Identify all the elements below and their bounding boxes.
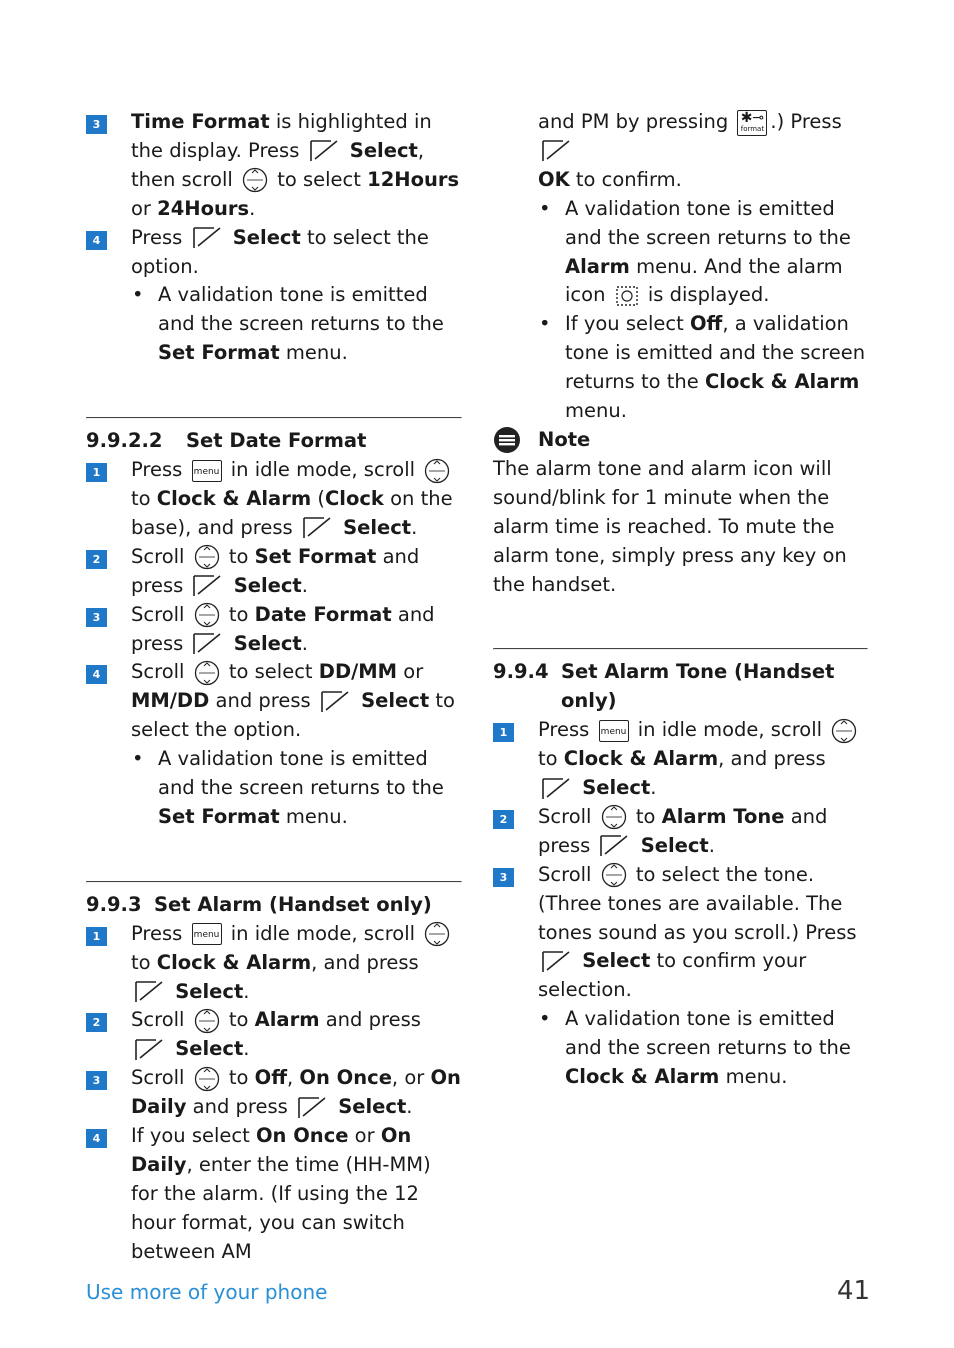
bold-text: Select: [349, 138, 418, 162]
step-4-select: [86, 224, 462, 282]
bold-text: Off: [689, 312, 723, 336]
bold-text: On Daily: [131, 1066, 461, 1119]
bullet-dot: •: [539, 312, 551, 336]
text: .: [301, 631, 308, 655]
text: to: [629, 804, 662, 828]
scroll-key-icon: [424, 458, 450, 484]
bold-text: Select: [233, 573, 302, 597]
text: and press: [131, 602, 435, 655]
text: .: [243, 1037, 250, 1061]
star-key-label: format: [740, 124, 765, 133]
step-number: 3: [493, 868, 514, 887]
note-title: Note: [538, 427, 591, 451]
text: , enter the time (HH-MM) for the alarm. (If using the 12 hour format, you can switch between AM: [131, 1153, 431, 1263]
section-divider: [86, 417, 462, 419]
bold-text: Set Format: [158, 804, 280, 828]
tone-step-1: [493, 716, 868, 803]
text: to: [222, 1008, 255, 1032]
select-softkey-icon: [320, 690, 352, 714]
text: Scroll: [131, 544, 191, 568]
text: menu.: [719, 1065, 788, 1089]
scroll-key-icon: [194, 1066, 220, 1092]
page-number: 41: [837, 1276, 871, 1306]
text: Press: [131, 458, 189, 482]
text: Scroll: [538, 862, 598, 886]
star-format-key-icon: ✱⊸ format: [737, 110, 767, 136]
text: , or: [391, 1066, 431, 1090]
bold-text: Select: [361, 689, 430, 713]
step-number: 2: [86, 1013, 107, 1032]
text: to confirm your selection.: [538, 949, 807, 1002]
step-number: 4: [86, 231, 107, 250]
text: Scroll: [131, 1066, 191, 1090]
scroll-key-icon: [194, 1008, 220, 1034]
bold-text: Select: [640, 833, 709, 857]
select-softkey-icon: [599, 834, 631, 858]
text: to select: [271, 167, 368, 191]
text: to confirm.: [569, 167, 682, 191]
section-heading: [493, 658, 868, 716]
scroll-key-icon: [424, 921, 450, 947]
bullet-dot: •: [539, 196, 551, 220]
text: A validation tone is emitted and the screen returns to the: [158, 283, 444, 336]
bold-text: Off: [254, 1066, 288, 1090]
alarm-step-4-continued: [493, 108, 868, 195]
scroll-key-icon: [601, 804, 627, 830]
text: menu.: [565, 399, 627, 423]
step-number: 3: [86, 608, 107, 627]
text: A validation tone is emitted and the screen returns to the: [565, 1007, 851, 1060]
text: .: [411, 515, 418, 539]
text: If you select: [131, 1124, 256, 1148]
note-icon: [493, 426, 521, 454]
text: or: [131, 196, 158, 220]
bold-text: Select: [343, 515, 412, 539]
text: is highlighted in the display. Press: [131, 110, 432, 162]
menu-key-icon: menu: [192, 923, 222, 945]
bold-text: Select: [232, 225, 301, 249]
text: or: [397, 660, 424, 684]
select-softkey-icon: [192, 632, 224, 656]
scroll-key-icon: [242, 167, 268, 193]
text: A validation tone is emitted and the screen returns to the: [565, 196, 851, 249]
select-softkey-icon: [309, 139, 341, 163]
text: and press: [186, 1095, 295, 1119]
text: in idle mode, scroll: [224, 921, 422, 945]
footer-section-title: Use more of your phone: [86, 1280, 328, 1304]
text: .: [650, 776, 657, 800]
step-number: 4: [86, 665, 107, 684]
bold-text: OK: [538, 167, 570, 191]
bullet-dot: •: [132, 283, 144, 307]
text: is displayed.: [641, 283, 770, 307]
text: menu. And the alarm icon: [565, 254, 843, 307]
text: and press: [319, 1008, 421, 1032]
bullet-item: [86, 281, 462, 368]
step-number: 3: [86, 115, 107, 134]
bold-text: Select: [233, 631, 302, 655]
bullet-item: [493, 195, 868, 311]
text: .: [708, 833, 715, 857]
menu-key-icon: menu: [192, 460, 222, 482]
text: to: [222, 544, 255, 568]
alarm-step-2: [86, 1006, 462, 1064]
text: A validation tone is emitted and the screen returns to the: [158, 747, 444, 800]
text: Scroll: [131, 660, 191, 684]
alarm-step-1: [86, 920, 462, 1007]
section-number: 9.9.4: [493, 660, 549, 684]
bold-text: Alarm: [254, 1008, 320, 1032]
text: and press: [131, 544, 420, 597]
text: Press: [131, 225, 189, 249]
select-softkey-icon: [541, 139, 573, 163]
scroll-key-icon: [194, 660, 220, 686]
alarm-icon: [615, 285, 639, 307]
date-step-2: [86, 543, 462, 601]
text: to select the option.: [131, 689, 455, 742]
bold-text: Select: [175, 979, 244, 1003]
text: , then scroll: [131, 138, 425, 191]
select-softkey-icon: [134, 980, 166, 1004]
select-softkey-icon: [541, 777, 573, 801]
bold-text: Set Format: [158, 341, 280, 365]
text: .: [301, 573, 308, 597]
text: to select: [222, 660, 319, 684]
bold-text: Time Format: [131, 110, 270, 133]
text: Scroll: [538, 804, 598, 828]
bold-text: Clock & Alarm: [565, 1065, 720, 1089]
text: .) Press: [770, 110, 842, 133]
bullet-item: [493, 310, 868, 426]
text: or: [348, 1124, 381, 1148]
tone-step-3: [493, 861, 868, 1006]
step-number: 2: [493, 810, 514, 829]
step-number: 1: [86, 927, 107, 946]
bullet-item: [86, 745, 462, 832]
text: on the base), and press: [131, 486, 453, 539]
text: to select the option.: [131, 225, 429, 278]
select-softkey-icon: [192, 574, 224, 598]
bold-text: On Once: [255, 1124, 349, 1148]
text: to: [222, 1066, 255, 1090]
bold-text: On Once: [299, 1066, 392, 1090]
section-divider: [493, 648, 868, 650]
text: menu.: [279, 341, 348, 365]
bold-text: Clock & Alarm: [704, 370, 860, 394]
select-softkey-icon: [192, 226, 224, 250]
date-step-3: [86, 601, 462, 659]
text: to: [222, 602, 255, 626]
note-text: The alarm tone and alarm icon will sound/blink for 1 minute when the alarm time is reached. To mute the alarm tone, simply press any key on the handset.: [493, 456, 847, 596]
right-column: [493, 108, 868, 1092]
bold-text: Select: [175, 1037, 244, 1061]
tone-step-2: [493, 803, 868, 861]
bold-text: Select: [582, 776, 651, 800]
select-softkey-icon: [134, 1038, 166, 1062]
text: If you select: [565, 312, 690, 336]
left-column: [86, 108, 462, 1267]
section-title: Set Alarm (Handset only): [154, 892, 432, 916]
spacer: [86, 368, 462, 417]
bold-text: Clock & Alarm: [156, 950, 312, 974]
bold-text: Date Format: [254, 602, 392, 626]
step-number: 4: [86, 1129, 107, 1148]
text: Scroll: [131, 602, 191, 626]
section-number: 9.9.3: [86, 892, 142, 916]
text: Press: [538, 718, 596, 742]
bold-text: Set Format: [254, 544, 377, 568]
text: , a validation tone is emitted and the screen returns to the: [565, 312, 866, 394]
text: and press: [538, 804, 828, 857]
bold-text: Clock: [324, 486, 384, 510]
scroll-key-icon: [601, 862, 627, 888]
section-heading: [86, 427, 462, 456]
date-step-4: [86, 658, 462, 745]
text: and press: [209, 689, 317, 713]
bold-text: Clock & Alarm: [156, 486, 312, 510]
step-number: 1: [493, 723, 514, 742]
text: Scroll: [131, 1008, 191, 1032]
spacer: [86, 832, 462, 881]
text: , and press: [718, 747, 826, 771]
text: Press: [131, 921, 189, 945]
bullet-dot: •: [539, 1007, 551, 1031]
bullet-item: [493, 1005, 868, 1092]
text: .: [243, 979, 250, 1003]
text: to: [131, 486, 157, 510]
section-title: Set Date Format: [186, 429, 367, 453]
text: .: [406, 1095, 413, 1119]
scroll-key-icon: [194, 544, 220, 570]
scroll-key-icon: [831, 718, 857, 744]
text: , and press: [311, 950, 419, 974]
text: and PM by pressing: [538, 110, 735, 133]
bold-text: 24Hours: [157, 196, 250, 220]
text: in idle mode, scroll: [224, 458, 422, 482]
text: in idle mode, scroll: [631, 718, 829, 742]
step-number: 1: [86, 463, 107, 482]
select-softkey-icon: [297, 1096, 329, 1120]
note-heading: [493, 426, 868, 455]
bold-text: Alarm: [565, 254, 630, 278]
alarm-step-3: [86, 1064, 462, 1122]
bold-text: Select: [338, 1095, 407, 1119]
text: ,: [287, 1066, 300, 1090]
step-number: 3: [86, 1071, 107, 1090]
text: to select the tone. (Three tones are available. The tones sound as you scroll.) Press: [538, 862, 857, 944]
text: menu.: [279, 804, 348, 828]
section-number: 9.9.2.2: [86, 429, 163, 453]
bold-text: Alarm Tone: [661, 804, 785, 828]
section-title: Set Alarm Tone (Handset only): [561, 660, 835, 713]
section-divider: [86, 881, 462, 883]
spacer: [493, 599, 868, 648]
bold-text: Select: [582, 949, 651, 973]
date-step-1: [86, 456, 462, 543]
select-softkey-icon: [302, 516, 334, 540]
scroll-key-icon: [194, 602, 220, 628]
bold-text: On Daily: [131, 1124, 412, 1176]
menu-key-icon: menu: [599, 720, 629, 742]
text: (: [311, 486, 325, 510]
section-heading: [86, 891, 462, 920]
step-number: 2: [86, 550, 107, 569]
select-softkey-icon: [541, 950, 573, 974]
step-3-time-format: [86, 108, 462, 224]
text: to: [131, 950, 157, 974]
bold-text: 12Hours: [367, 167, 460, 191]
bullet-dot: •: [132, 747, 144, 771]
bold-text: MM/DD: [131, 689, 210, 713]
text: .: [249, 196, 256, 220]
alarm-step-4: [86, 1122, 462, 1267]
bold-text: Clock & Alarm: [563, 747, 719, 771]
bold-text: DD/MM: [318, 660, 398, 684]
text: to: [538, 747, 564, 771]
